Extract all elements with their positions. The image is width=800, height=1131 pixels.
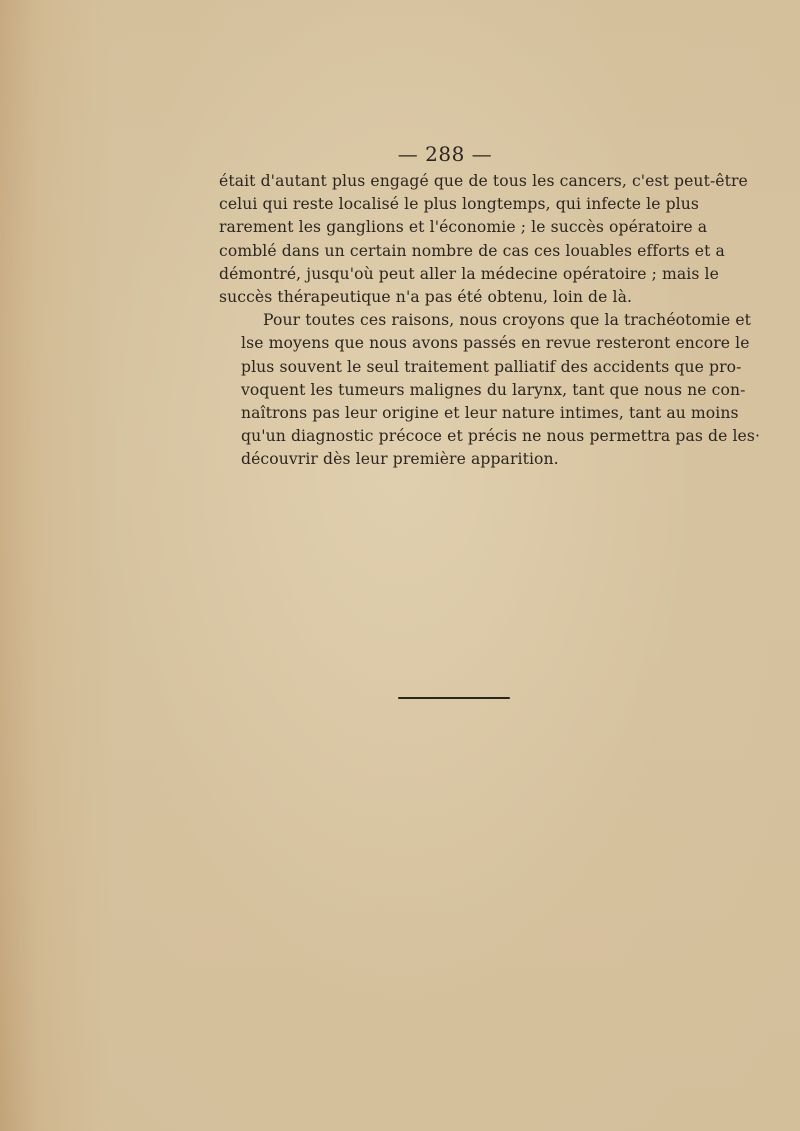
body-text (219, 170, 761, 472)
end-rule-divider (398, 697, 510, 699)
text-line: démontré, jusqu'où peut aller la médecine opératoire ; mais le (219, 264, 719, 283)
text-line: découvrir dès leur première apparition. (241, 450, 559, 469)
text-line: qu'un diagnostic précoce et précis ne nous permettra pas de les· (241, 427, 761, 446)
page-number-header: — 288 — (397, 142, 493, 166)
text-line: comblé dans un certain nombre de cas ces louables efforts et a (219, 241, 725, 260)
text-line: naîtrons pas leur origine et leur nature intimes, tant au moins (241, 404, 739, 423)
text-line: voquent les tumeurs malignes du larynx, tant que nous ne con- (241, 380, 746, 399)
text-line: Pour toutes ces raisons, nous croyons que la trachéotomie et (263, 311, 752, 330)
text-line: celui qui reste localisé le plus longtemps, qui infecte le plus (219, 195, 700, 214)
text-line: plus souvent le seul traitement palliatif des accidents que pro- (241, 357, 742, 376)
text-line: rarement les ganglions et l'économie ; le succès opératoire a (219, 218, 708, 237)
text-line: succès thérapeutique n'a pas été obtenu, loin de là. (219, 288, 633, 307)
paragraph-1 (219, 170, 748, 309)
text-line: était d'autant plus engagé que de tous les cancers, c'est peut-être (219, 172, 748, 190)
text-line: lse moyens que nous avons passés en revue resteront encore le (241, 334, 750, 353)
paragraph-2 (219, 309, 761, 471)
